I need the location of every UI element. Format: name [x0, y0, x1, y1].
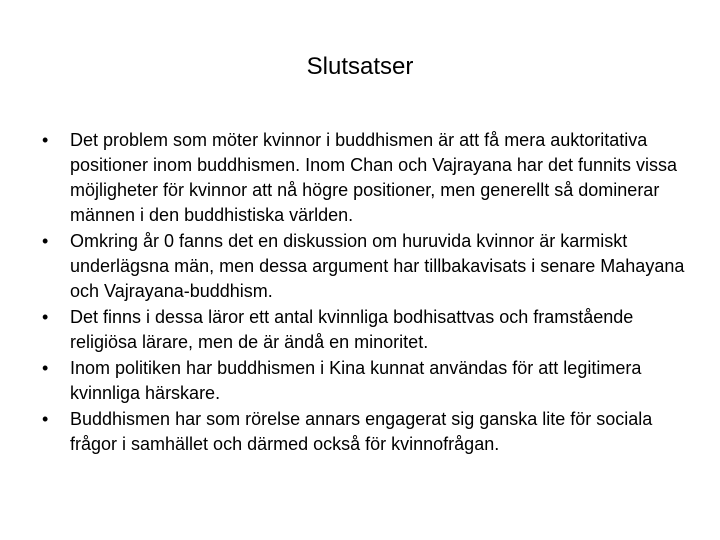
bullet-list: [36, 128, 700, 458]
bullet-icon: •: [42, 231, 49, 251]
bullet-text: Buddhismen har som rörelse annars engagerat sig ganska lite för sociala frågor i samhället och därmed också för kvinnofrågan.: [70, 409, 653, 454]
bullet-text: Omkring år 0 fanns det en diskussion om huruvida kvinnor är karmiskt underlägsna män, men dessa argument har tillbakavisats i senare Mahayana och Vajrayana-buddhism.: [70, 231, 685, 301]
bullet-item-1: [36, 128, 700, 228]
slide-title: Slutsatser: [306, 53, 414, 80]
bullet-text: Inom politiken har buddhismen i Kina kunnat användas för att legitimera kvinnliga härskare.: [70, 358, 642, 403]
bullet-icon: •: [42, 130, 49, 150]
bullet-text: Det problem som möter kvinnor i buddhismen är att få mera auktoritativa positioner inom buddhismen. Inom Chan och Vajrayana har det funnits vissa möjligheter för kvinnor att nå högre positioner, men generellt så dominerar männen i den buddhistiska världen.: [70, 130, 678, 225]
bullet-text: Det finns i dessa läror ett antal kvinnliga bodhisattvas och framstående religiösa lärare, men de är ändå en minoritet.: [70, 307, 634, 352]
bullet-item-2: [36, 229, 700, 304]
bullet-icon: •: [42, 307, 49, 327]
bullet-icon: •: [42, 409, 49, 429]
bullet-item-5: [36, 407, 700, 457]
bullet-icon: •: [42, 358, 49, 378]
bullet-item-4: [36, 356, 700, 406]
bullet-item-3: [36, 305, 700, 355]
